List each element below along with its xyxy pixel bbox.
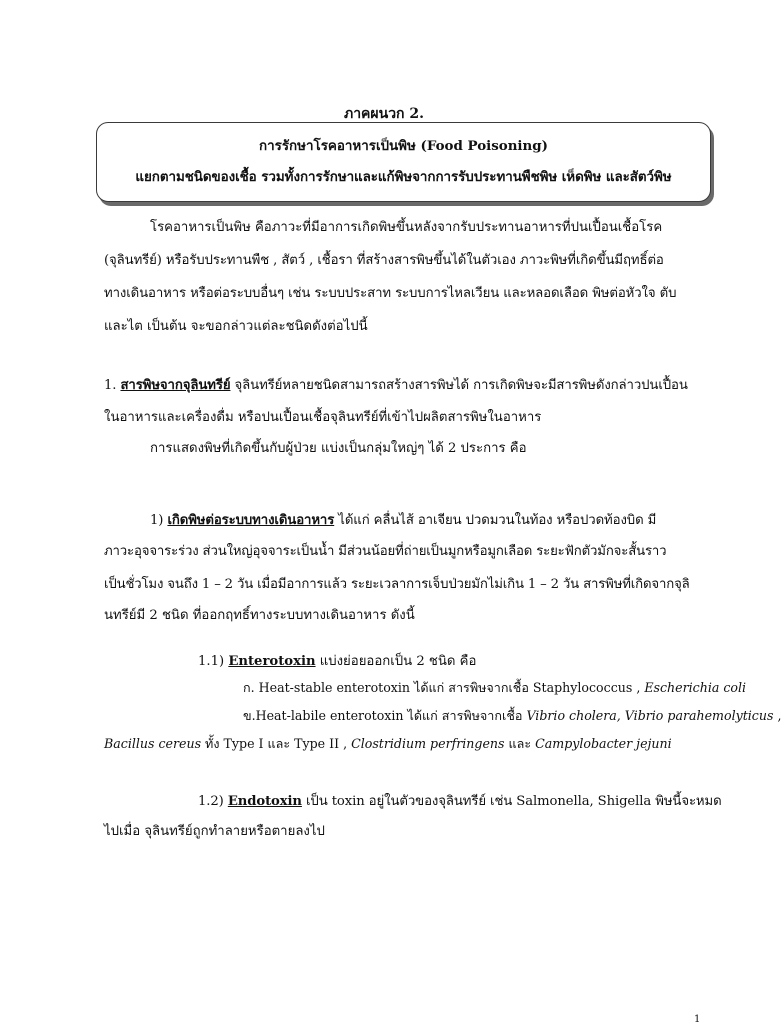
document-subtitle: แยกตามชนิดของเชื้อ รวมทั้งการรักษาและแก้พิษจากการรับประทานพืชพิษ เห็ดพิษ และสัตว์พิษ bbox=[135, 169, 672, 185]
item-subline-b bbox=[243, 706, 781, 726]
section-text: จุลินทรีย์หลายชนิดสามารถสร้างสารพิษได้ การเกิดพิษจะมีสารพิษดังกล่าวปนเปื้อน bbox=[230, 378, 688, 393]
subsection-line: ภาวะอุจจาระร่วง ส่วนใหญ่อุจจาระเป็นน้ำ มีส่วนน้อยที่ถ่ายเป็นมูกหรือมูกเลือด ระยะฟักตัวมักจะสั้นราว bbox=[104, 544, 667, 559]
subsection-line bbox=[150, 509, 656, 530]
intro-line: ทางเดินอาหาร หรือต่อระบบอื่นๆ เช่น ระบบประสาท ระบบการไหลเวียน และหลอดเลือด พิษต่อหัวใจ ตับ bbox=[104, 286, 677, 301]
organism-name: Vibrio cholera, Vibrio parahemolyticus bbox=[526, 708, 774, 723]
item-text: ก. Heat-stable enterotoxin ได้แก่ สารพิษจากเชื้อ Staphylococcus , bbox=[243, 680, 645, 695]
organism-name: Bacillus cereus bbox=[104, 736, 202, 751]
section-line: ในอาหารและเครื่องดื่ม หรือปนเปื้อนเชื้อจุลินทรีย์ที่เข้าไปผลิตสารพิษในอาหาร bbox=[104, 410, 542, 425]
item-number: 1.2) bbox=[198, 794, 224, 809]
subsection-heading: เกิดพิษต่อระบบทางเดินอาหาร bbox=[167, 513, 335, 528]
organism-name: Campylobacter jejuni bbox=[535, 736, 672, 751]
subsection-line: เป็นชั่วโมง จนถึง 1 – 2 วัน เมื่อมีอาการแล้ว ระยะเวลาการเจ็บป่วยมักไม่เกิน 1 – 2 วัน สารพิษที่เกิดจากจุลิ bbox=[104, 577, 690, 592]
organism-name: Escherichia coli bbox=[644, 680, 747, 695]
item-text: และ bbox=[504, 736, 536, 751]
item-number: 1.1) bbox=[198, 654, 225, 669]
organism-name: Clostridium perfringens bbox=[351, 736, 505, 751]
item-text: ข.Heat-labile enterotoxin ได้แก่ สารพิษจากเชื้อ bbox=[243, 708, 527, 723]
item-text: เป็น toxin อยู่ในตัวของจุลินทรีย์ เช่น Salmonella, Shigella พิษนี้จะหมด bbox=[301, 794, 722, 809]
intro-line: (จุลินทรีย์) หรือรับประทานพืช , สัตว์ , เชื้อรา ที่สร้างสารพิษขึ้นได้ในตัวเอง ภาวะพิษที่เกิดขึ้นมีฤทธิ์ต่อ bbox=[104, 253, 664, 268]
item-line: ไปเมื่อ จุลินทรีย์ถูกทำลายหรือตายลงไป bbox=[104, 824, 325, 839]
item-term: Endotoxin bbox=[227, 794, 302, 809]
appendix-label: ภาคผนวก 2. bbox=[343, 106, 425, 122]
section-number: 1. bbox=[104, 378, 117, 393]
intro-line: และไต เป็นต้น จะขอกล่าวแต่ละชนิดดังต่อไปนี้ bbox=[104, 319, 368, 334]
item-line bbox=[198, 790, 722, 811]
item-text: แบ่งย่อยออกเป็น 2 ชนิด คือ bbox=[315, 654, 477, 669]
subsection-line: นทรีย์มี 2 ชนิด ที่ออกฤทธิ์ทางระบบทางเดินอาหาร ดังนี้ bbox=[104, 608, 415, 623]
item-line bbox=[198, 650, 476, 671]
title-box bbox=[96, 122, 711, 202]
section-heading: สารพิษจากจุลินทรีย์ bbox=[120, 378, 231, 393]
item-term: Enterotoxin bbox=[228, 654, 316, 669]
item-text: , bbox=[773, 708, 781, 723]
item-subline-a bbox=[243, 678, 746, 698]
section-line bbox=[104, 374, 688, 395]
document-title: การรักษาโรคอาหารเป็นพิษ (Food Poisoning) bbox=[259, 138, 548, 154]
subsection-number: 1) bbox=[150, 513, 164, 528]
item-subline-c bbox=[104, 734, 672, 754]
page-number: 1 bbox=[694, 1014, 701, 1025]
subsection-text: ได้แก่ คลื่นไส้ อาเจียน ปวดมวนในท้อง หรือปวดท้องบิด มี bbox=[334, 513, 657, 528]
section-line: การแสดงพิษที่เกิดขึ้นกับผู้ป่วย แบ่งเป็นกลุ่มใหญ่ๆ ได้ 2 ประการ คือ bbox=[150, 441, 527, 456]
intro-line: โรคอาหารเป็นพิษ คือภาวะที่มีอาการเกิดพิษขึ้นหลังจากรับประทานอาหารที่ปนเปื้อนเชื้อโรค bbox=[150, 220, 663, 235]
item-text: ทั้ง Type I และ Type II , bbox=[201, 736, 352, 751]
